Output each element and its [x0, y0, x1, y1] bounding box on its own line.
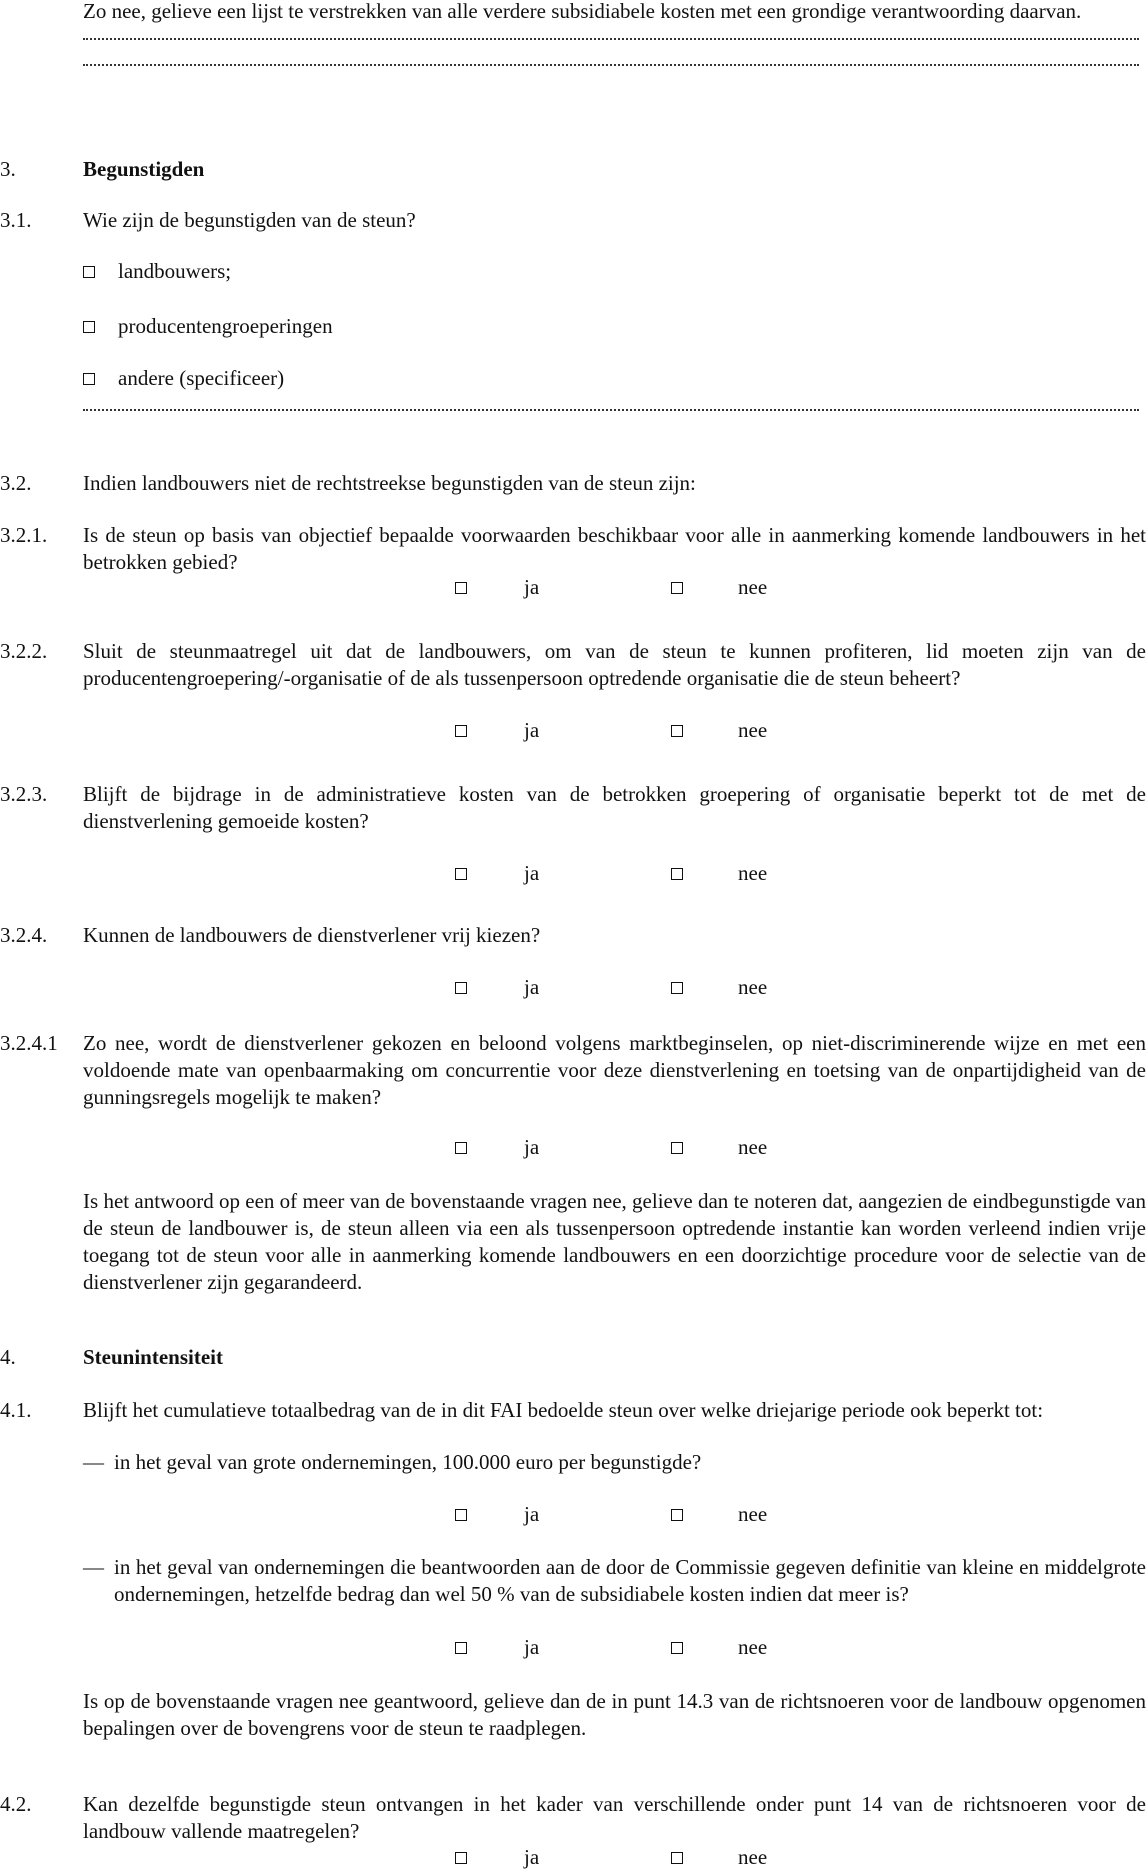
question-text: Indien landbouwers niet de rechtstreekse begunstigden van de steun zijn: — [83, 471, 696, 495]
option-nee-label: nee — [738, 718, 768, 742]
question-number: 3.2. — [0, 471, 32, 495]
question-text: Blijft de bijdrage in de administratieve kosten van de betrokken groepering of organisatie beperkt tot de met de dienstverlening gemoeide kosten? — [83, 782, 1146, 833]
option-nee-label: nee — [738, 1635, 768, 1659]
dash-bullet: — — [83, 1450, 104, 1474]
option-nee-label: nee — [738, 575, 768, 599]
option-ja-label: ja — [524, 1135, 540, 1159]
question-number: 4.2. — [0, 1792, 32, 1816]
option-ja-label: ja — [524, 718, 540, 742]
option-ja-label: ja — [524, 861, 540, 885]
checkbox-nee[interactable] — [671, 725, 683, 737]
note-text: Is op de bovenstaande vragen nee geantwoord, gelieve dan de in punt 14.3 van de richtsnoeren voor de landbouw opgenomen bepalingen over de bovengrens voor de steun te raadplegen. — [83, 1689, 1146, 1740]
question-text: Kunnen de landbouwers de dienstverlener vrij kiezen? — [83, 923, 541, 947]
option-label: andere (specificeer) — [118, 366, 285, 390]
answer-line[interactable] — [83, 64, 1139, 66]
checkbox-ja[interactable] — [455, 982, 467, 994]
question-text: Is de steun op basis van objectief bepaalde voorwaarden beschikbaar voor alle in aanmerking komende landbouwers in het betrokken gebied? — [83, 523, 1146, 574]
checkbox-nee[interactable] — [671, 868, 683, 880]
section-number: 4. — [0, 1345, 16, 1369]
question-text: Wie zijn de begunstigden van de steun? — [83, 208, 416, 232]
checkbox-landbouwers[interactable] — [83, 266, 95, 278]
question-text: Sluit de steunmaatregel uit dat de landbouwers, om van de steun te kunnen profiteren, lid moeten zijn van de producentengroepering/-organisatie of de als tussenpersoon optredende organisatie die de steun beheert? — [83, 639, 1146, 690]
intro-text: Zo nee, gelieve een lijst te verstrekken van alle verdere subsidiabele kosten met een grondige verantwoording daarvan. — [83, 0, 1082, 23]
question-number: 3.1. — [0, 208, 32, 232]
checkbox-ja[interactable] — [455, 868, 467, 880]
question-number: 3.2.2. — [0, 639, 48, 663]
option-nee-label: nee — [738, 861, 768, 885]
option-label: landbouwers; — [118, 259, 232, 283]
note-text: Is het antwoord op een of meer van de bovenstaande vragen nee, gelieve dan te noteren dat, aangezien de eindbegunstigde van de steun de landbouwer is, de steun alleen via een als tussenpersoon optredende instantie kan worden verleend indien vrije toegang tot de steun voor alle in aanmerking komende landbouwers en een doorzichtige procedure voor de selectie van de dienstverlener zijn gegarandeerd. — [83, 1189, 1146, 1294]
section-number: 3. — [0, 157, 16, 181]
checkbox-ja[interactable] — [455, 1852, 467, 1864]
option-ja-label: ja — [524, 1635, 540, 1659]
checkbox-ja[interactable] — [455, 582, 467, 594]
question-text: Blijft het cumulatieve totaalbedrag van de in dit FAI bedoelde steun over welke driejarige periode ook beperkt tot: — [83, 1398, 1044, 1422]
question-text: Zo nee, wordt de dienstverlener gekozen en beloond volgens marktbeginselen, op niet-discriminerende wijze en met een voldoende mate van openbaarmaking om concurrentie voor deze dienstverlening en toetsing van de onpartijdigheid van de gunningsregels mogelijk te maken? — [83, 1031, 1146, 1109]
question-number: 4.1. — [0, 1398, 32, 1422]
answer-line[interactable] — [83, 409, 1139, 411]
checkbox-nee[interactable] — [671, 1142, 683, 1154]
option-ja-label: ja — [524, 1502, 540, 1526]
question-number: 3.2.3. — [0, 782, 48, 806]
checkbox-ja[interactable] — [455, 725, 467, 737]
checkbox-nee[interactable] — [671, 582, 683, 594]
option-nee-label: nee — [738, 1845, 768, 1869]
checkbox-nee[interactable] — [671, 1642, 683, 1654]
option-nee-label: nee — [738, 975, 768, 999]
question-text: Kan dezelfde begunstigde steun ontvangen in het kader van verschillende onder punt 14 van de richtsnoeren voor de landbouw vallende maatregelen? — [83, 1792, 1146, 1843]
option-nee-label: nee — [738, 1502, 768, 1526]
checkbox-ja[interactable] — [455, 1509, 467, 1521]
checkbox-nee[interactable] — [671, 982, 683, 994]
question-number: 3.2.4. — [0, 923, 48, 947]
checkbox-nee[interactable] — [671, 1852, 683, 1864]
section-title: Begunstigden — [83, 157, 205, 181]
dash-bullet: — — [83, 1555, 104, 1579]
list-item-text: in het geval van grote ondernemingen, 100.000 euro per begunstigde? — [114, 1450, 702, 1474]
option-ja-label: ja — [524, 1845, 540, 1869]
checkbox-ja[interactable] — [455, 1142, 467, 1154]
option-nee-label: nee — [738, 1135, 768, 1159]
answer-line[interactable] — [83, 38, 1139, 40]
checkbox-nee[interactable] — [671, 1509, 683, 1521]
option-ja-label: ja — [524, 975, 540, 999]
checkbox-producentengroeperingen[interactable] — [83, 321, 95, 333]
list-item-text: in het geval van ondernemingen die beantwoorden aan de door de Commissie gegeven definitie van kleine en middelgrote ondernemingen, hetzelfde bedrag dan wel 50 % van de subsidiabele kosten indien dat meer is? — [114, 1555, 1146, 1606]
checkbox-andere[interactable] — [83, 373, 95, 385]
option-label: producentengroeperingen — [118, 314, 333, 338]
option-ja-label: ja — [524, 575, 540, 599]
question-number: 3.2.4.1 — [0, 1031, 58, 1055]
checkbox-ja[interactable] — [455, 1642, 467, 1654]
question-number: 3.2.1. — [0, 523, 48, 547]
section-title: Steunintensiteit — [83, 1345, 224, 1369]
